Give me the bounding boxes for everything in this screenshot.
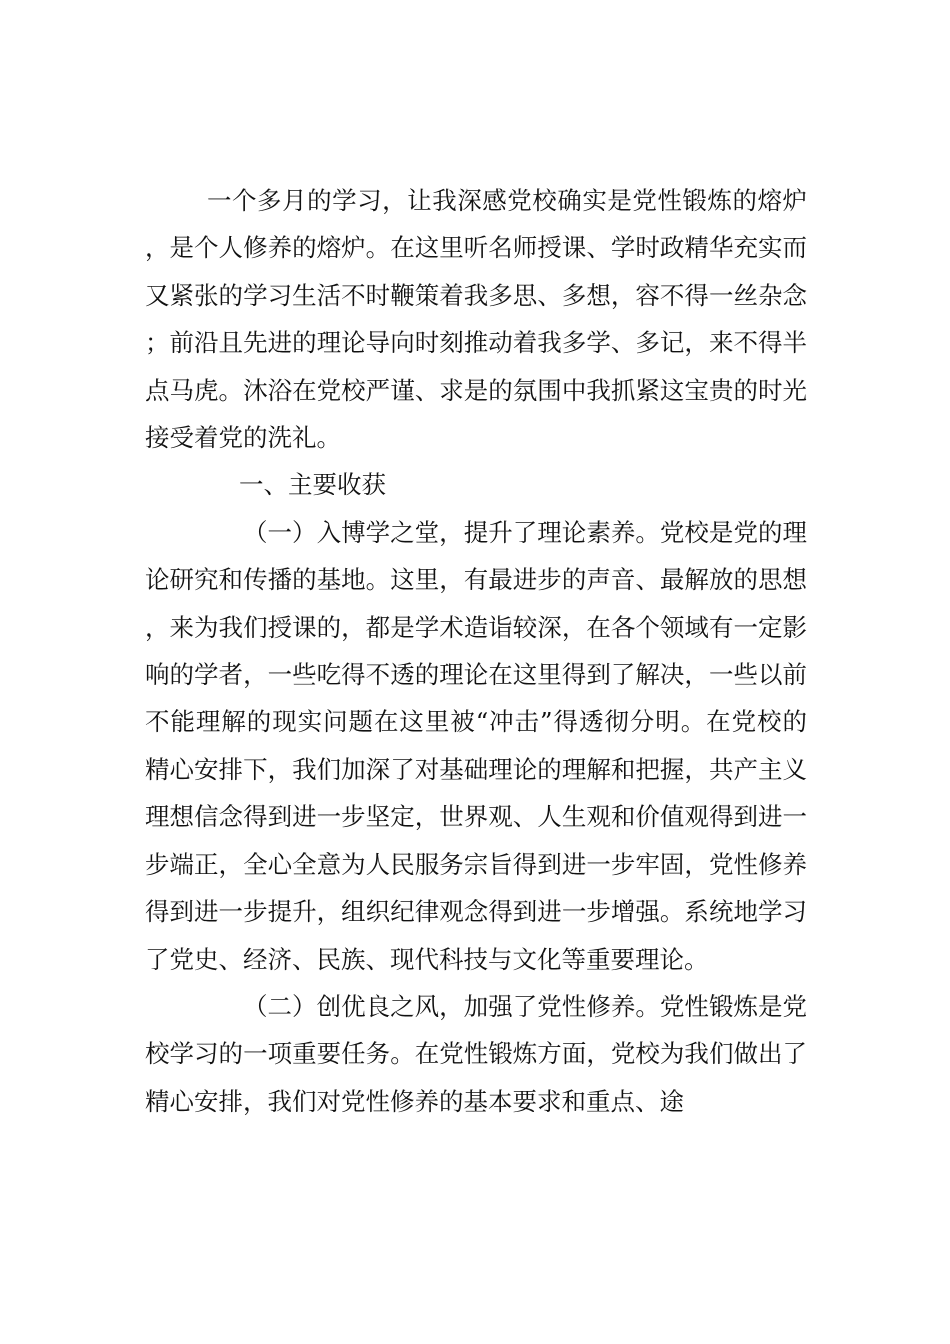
intro-paragraph: 一个多月的学习，让我深感党校确实是党性锻炼的熔炉，是个人修养的熔炉。在这里听名师授课、学时政精华充实而又紧张的学习生活不时鞭策着我多思、多想，容不得一丝杂念；前沿且先进的理论导向时刻推动着我多学、多记，来不得半点马虎。沐浴在党校严谨、求是的氛围中我抓紧这宝贵的时光接受着党的洗礼。 (145, 186, 807, 453)
subsection-2-paragraph: （二）创优良之风，加强了党性修养。党性锻炼是党校学习的一项重要任务。在党性锻炼方面，党校为我们做出了精心安排，我们对党性修养的基本要求和重点、途 (145, 991, 807, 1116)
document-body (145, 177, 807, 1125)
subsection-1-paragraph: （一）入博学之堂，提升了理论素养。党校是党的理论研究和传播的基地。这里，有最进步的声音、最解放的思想，来为我们授课的，都是学术造诣较深，在各个领域有一定影响的学者，一些吃得不透的理论在这里得到了解决，一些以前不能理解的现实问题在这里被“冲击”得透彻分明。在党校的精心安排下，我们加深了对基础理论的理解和把握，共产主义理想信念得到进一步坚定，世界观、人生观和价值观得到进一步端正，全心全意为人民服务宗旨得到进一步牢固，党性修养得到进一步提升，组织纪律观念得到进一步增强。系统地学习了党史、经济、民族、现代科技与文化等重要理论。 (145, 517, 807, 974)
section-heading-main-gains: 一、主要收获 (239, 470, 386, 500)
